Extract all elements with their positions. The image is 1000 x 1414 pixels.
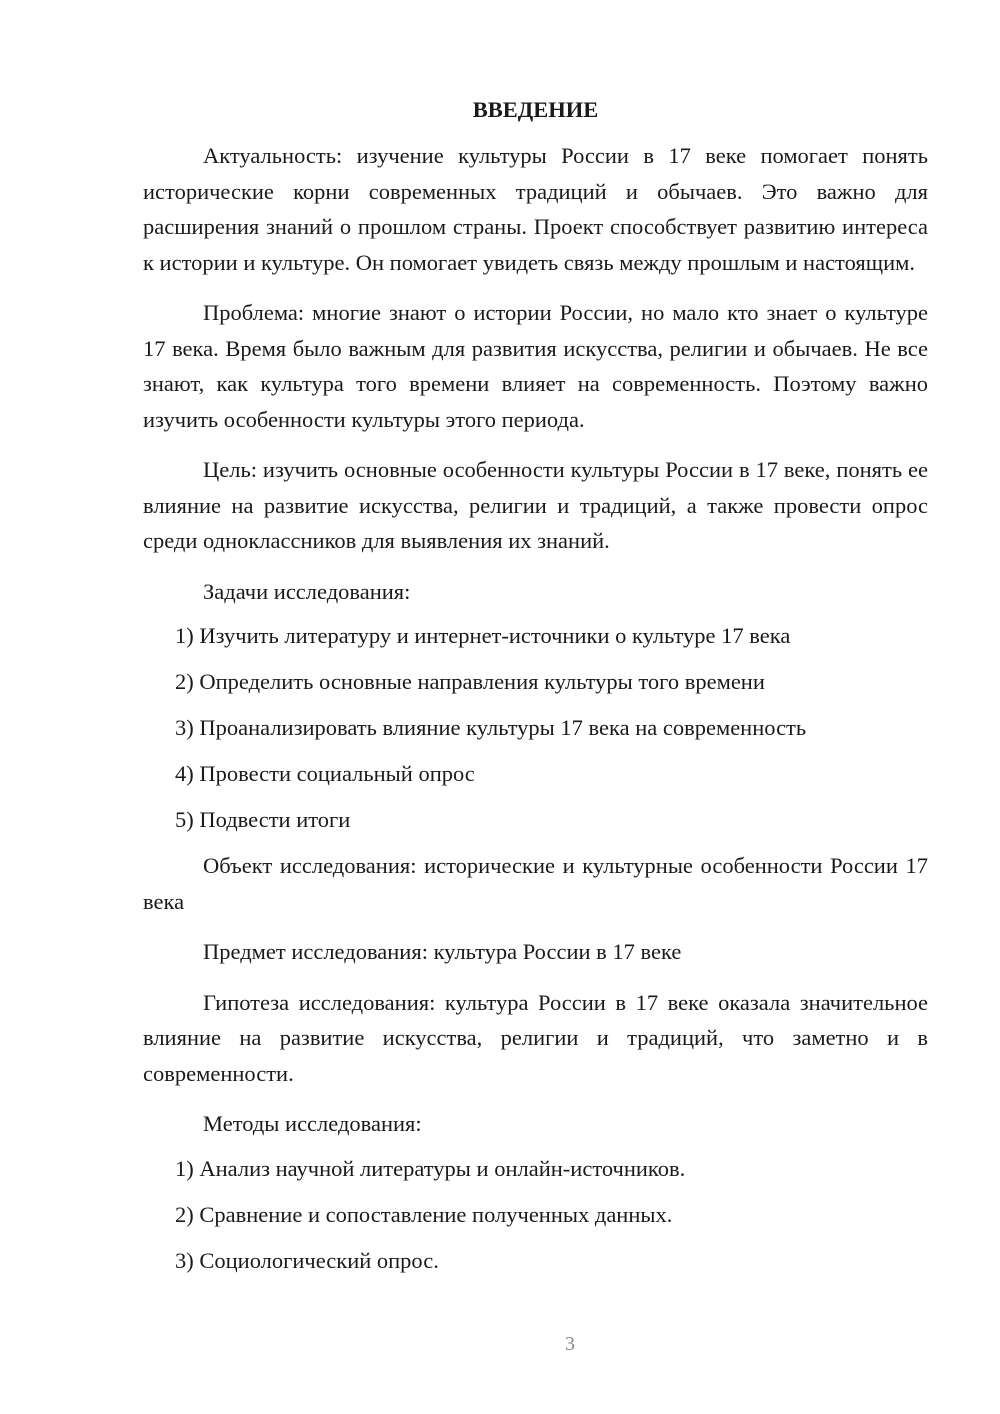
list-item: 5) Подвести итоги [175, 807, 351, 832]
page-number: 3 [565, 1333, 575, 1355]
list-item: 2) Определить основные направления культуры того времени [175, 669, 765, 694]
hypothesis-paragraph: Гипотеза исследования: культура России в 17 веке оказала значительное влияние на развитие искусства, религии и традиций, что заметно и в современности. [143, 989, 928, 1086]
list-item: 3) Проанализировать влияние культуры 17 века на современность [175, 715, 807, 740]
list-item: 4) Провести социальный опрос [175, 761, 475, 786]
methods-heading: Методы исследования: [203, 1111, 422, 1136]
list-item: 1) Анализ научной литературы и онлайн-источников. [175, 1155, 686, 1181]
list-item: 1) Изучить литературу и интернет-источники о культуре 17 века [175, 623, 791, 648]
tasks-heading: Задачи исследования: [203, 578, 411, 604]
object-paragraph: Объект исследования: исторические и культурные особенности России 17 века [143, 853, 928, 914]
list-item: 2) Сравнение и сопоставление полученных данных. [175, 1201, 673, 1227]
tasks-list [143, 618, 928, 838]
relevance-paragraph: Актуальность: изучение культуры России в 17 веке помогает понять исторические корни современных традиций и обычаев. Это важно для расширения знаний о прошлом страны. Проект способствует развитию интереса к истории и культуре. Он помогает увидеть связь между прошлым и настоящим. [143, 143, 928, 275]
problem-paragraph: Проблема: многие знают о истории России, но мало кто знает о культуре 17 века. Время было важным для развития искусства, религии и обычаев. Не все знают, как культура того времени влияет на современность. Поэтому важно изучить особенности культуры этого периода. [143, 300, 928, 432]
methods-list [143, 1151, 928, 1279]
goal-paragraph: Цель: изучить основные особенности культуры России в 17 веке, понять ее влияние на развитие искусства, религии и традиций, а также провести опрос среди одноклассников для выявления их знаний. [143, 457, 928, 553]
subject-paragraph: Предмет исследования: культура России в 17 веке [203, 939, 682, 964]
document-page [143, 92, 928, 1289]
page-title: ВВЕДЕНИЕ [472, 97, 599, 122]
list-item: 3) Социологический опрос. [175, 1247, 439, 1273]
